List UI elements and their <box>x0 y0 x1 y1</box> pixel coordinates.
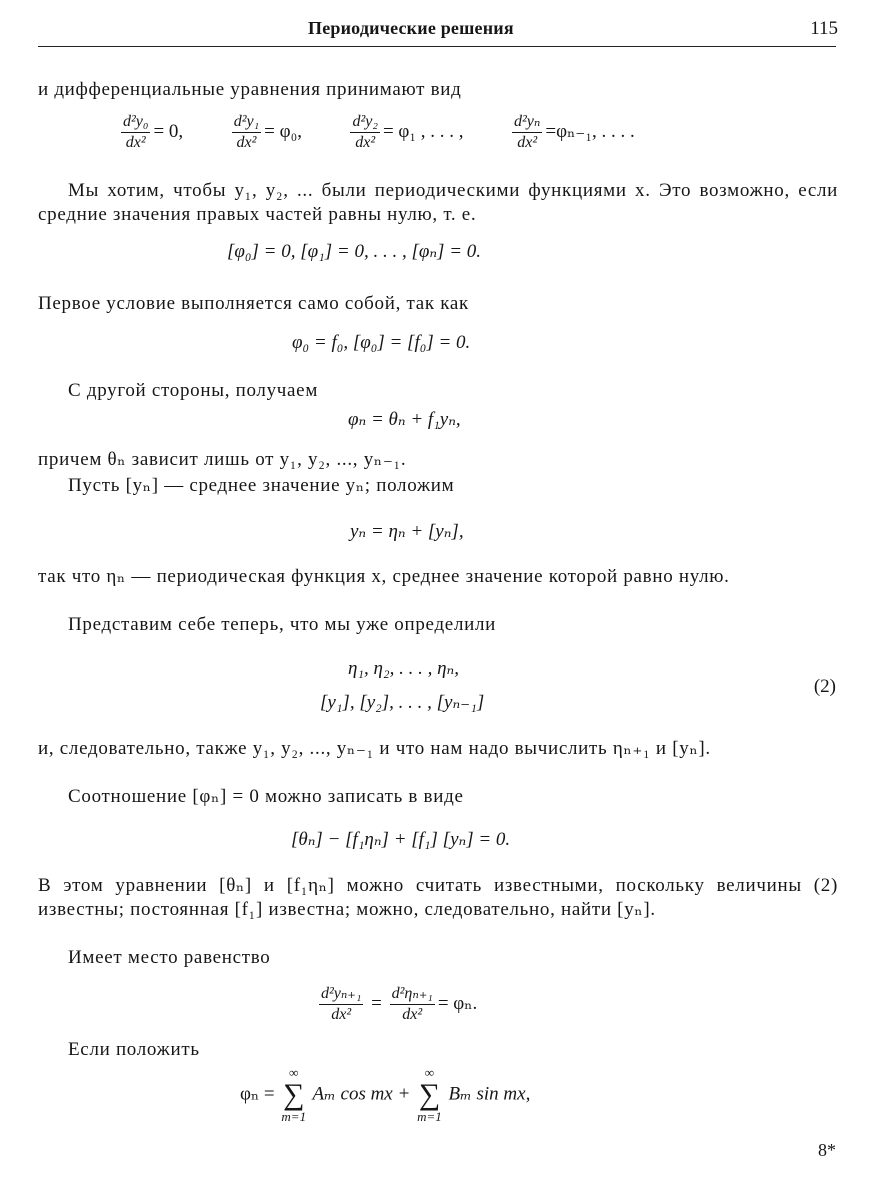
paragraph-4: С другой стороны, получаем <box>68 380 319 401</box>
paragraph-1: и дифференциальные уравнения принимают вид <box>38 79 462 100</box>
paragraph-10: Соотношение [φₙ] = 0 можно записать в виде <box>68 786 464 807</box>
equation-6-line-2: [y₁], [y₂], . . . , [yₙ₋₁] <box>320 692 485 713</box>
equation-3: φ₀ = f₀, [φ₀] = [f₀] = 0. <box>292 332 471 353</box>
equation-5: yₙ = ηₙ + [yₙ], <box>350 521 464 542</box>
paragraph-3: Первое условие выполняется само собой, так как <box>38 293 469 314</box>
equation-4: φₙ = θₙ + f₁yₙ, <box>348 409 461 430</box>
paragraph-5: причем θₙ зависит лишь от y₁, y₂, ..., yₙ₋₁. <box>38 449 407 470</box>
equation-7: [θₙ] − [f₁ηₙ] + [f₁] [yₙ] = 0. <box>291 829 511 850</box>
page-number: 115 <box>810 18 838 39</box>
equation-9: φₙ = ∞ ∑ m=1 Aₘ cos mx + ∞ ∑ m=1 Bₘ sin mx, <box>240 1065 531 1124</box>
paragraph-7: так что ηₙ — периодическая функция x, среднее значение которой равно нулю. <box>38 566 730 587</box>
paragraph-6: Пусть [yₙ] — среднее значение yₙ; положим <box>68 475 455 496</box>
paragraph-8: Представим себе теперь, что мы уже определили <box>68 614 497 635</box>
fraction-d2yn: $\frac{\text{d²yₙ}}{\text{dx²}}$ <box>514 113 541 151</box>
signature-mark: 8* <box>818 1140 836 1160</box>
paragraph-11: В этом уравнении [θₙ] и [f₁ηₙ] можно считать известными, поскольку величины (2) известны; постоянная [f₁] известна; можно, следовательно, найти [yₙ]. <box>38 875 838 920</box>
fraction-d2eta-n1: $\frac{\text{d²ηₙ₊₁}}{\text{dx²}}$ <box>391 985 433 1023</box>
equation-2: [φ₀] = 0, [φ₁] = 0, . . . , [φₙ] = 0. <box>227 241 482 262</box>
sum-sign-2: ∞ ∑ m=1 <box>417 1065 442 1124</box>
equation-8: $\frac{\text{d²yₙ₊₁}}{\text{dx²}}$ = $\frac{\text{d²ηₙ₊₁}}{\text{dx²}}$ = φₙ. <box>321 985 478 1023</box>
header-rule <box>38 46 836 47</box>
fraction-d2y2: $\frac{\text{d²y₂}}{\text{dx²}}$ <box>352 113 378 151</box>
paragraph-9: и, следовательно, также y₁, y₂, ..., yₙ₋₁ и что нам надо вычислить ηₙ₊₁ и [yₙ]. <box>38 738 711 759</box>
sum-sign-1: ∞ ∑ m=1 <box>281 1065 307 1124</box>
fraction-d2y1: $\frac{\text{d²y₁}}{\text{dx²}}$ <box>233 113 260 151</box>
paragraph-13: Если положить <box>68 1039 200 1060</box>
fraction-d2y-n1: $\frac{\text{d²yₙ₊₁}}{\text{dx²}}$ <box>321 985 362 1023</box>
equation-6-line-1: η₁, η₂, . . . , ηₙ, <box>348 658 459 679</box>
fraction-d2y0: $\frac{\text{d²y₀}}{\text{dx²}}$ <box>123 113 149 151</box>
equation-number-2: (2) <box>813 676 836 697</box>
paragraph-12: Имеет место равенство <box>68 947 271 968</box>
paragraph-2: Мы хотим, чтобы y₁, y₂, ... были периодическими функциями x. Это возможно, если средние значения правых частей равны нулю, т. е. <box>38 180 838 225</box>
running-header-title: Периодические решения <box>308 18 514 38</box>
equation-1: $\frac{\text{d²y₀}}{\text{dx²}}$ = 0, $\frac{\text{d²y₁}}{\text{dx²}}$ = φ₀, $\frac{\text{d²y₂}}{\text{dx²}}$ = φ₁ , . . . , $\frac{\text{d²yₙ}}{\text{dx²}}$ =φₙ₋₁, . . . . <box>123 113 635 151</box>
